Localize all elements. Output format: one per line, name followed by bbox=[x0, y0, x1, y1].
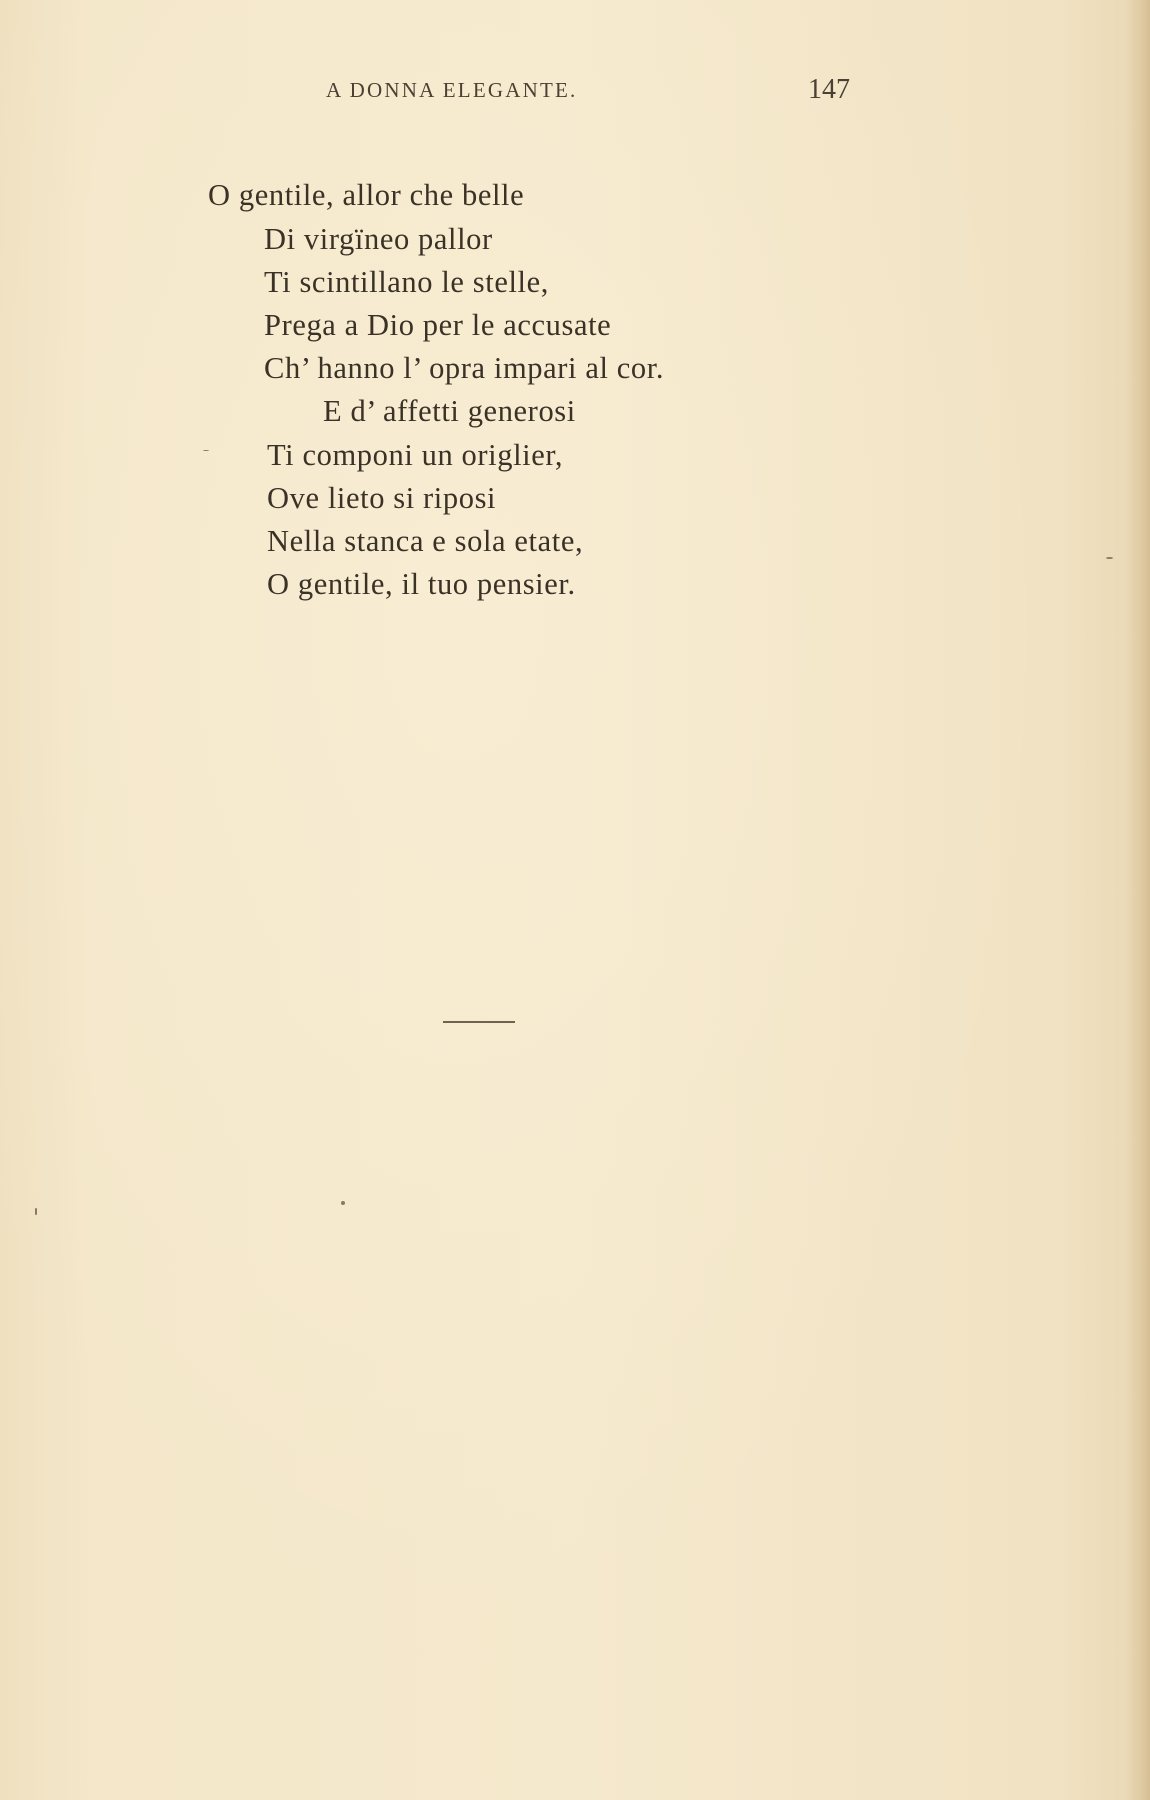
poem-line: O gentile, allor che belle bbox=[208, 178, 525, 212]
running-title: A DONNA ELEGANTE. bbox=[326, 78, 578, 102]
page-edge-shadow bbox=[1126, 0, 1150, 1800]
poem-line: Ti componi un origlier, bbox=[267, 438, 564, 472]
poem-line: Di virgïneo pallor bbox=[264, 222, 493, 256]
poem-line: Ove lieto si riposi bbox=[267, 481, 497, 515]
poem-line: O gentile, il tuo pensier. bbox=[267, 567, 576, 601]
poem-line: Ch’ hanno l’ opra impari al cor. bbox=[264, 351, 665, 385]
paper-speck bbox=[35, 1208, 37, 1215]
section-divider bbox=[443, 1021, 515, 1023]
paper-speck bbox=[203, 450, 209, 451]
poem-line: Nella stanca e sola etate, bbox=[267, 524, 584, 558]
paper-speck bbox=[341, 1201, 345, 1205]
poem-line: Ti scintillano le stelle, bbox=[264, 265, 549, 299]
page-number: 147 bbox=[808, 74, 850, 105]
poem-line: Prega a Dio per le accusate bbox=[264, 308, 612, 342]
poem-line: E d’ affetti generosi bbox=[323, 394, 576, 428]
paper-speck bbox=[1106, 557, 1113, 559]
